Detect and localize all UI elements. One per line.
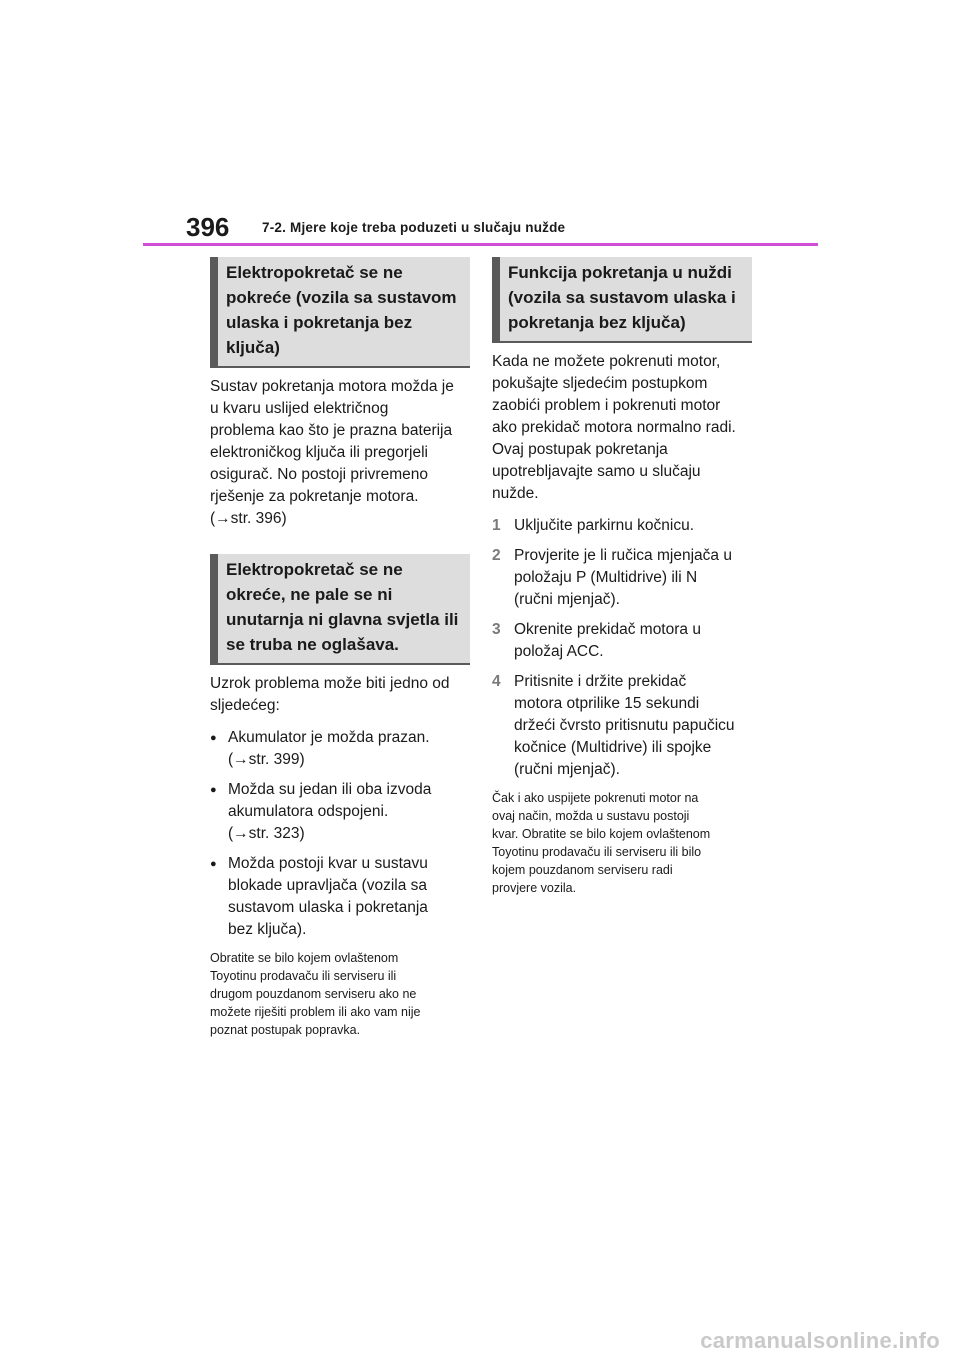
step-text: Provjerite je li ručica mjenjača u položaju P (Multidrive) ili N (ručni mjenjač). xyxy=(514,547,732,608)
heading-starter-not-turning xyxy=(210,554,470,665)
bullet-icon: ● xyxy=(210,858,217,870)
bullet-icon: ● xyxy=(210,732,217,744)
heading-starter-not-engaging xyxy=(210,257,470,368)
step-number: 1 xyxy=(492,517,501,534)
list-item-text: Možda postoji kvar u sustavu blokade upravljača (vozila sa sustavom ulaska i pokretanja bez ključa). xyxy=(228,855,428,938)
list-item xyxy=(210,779,470,845)
list-item-text: Akumulator je možda prazan. (→str. 399) xyxy=(228,729,430,768)
heading-emergency-start xyxy=(492,257,752,343)
left-column xyxy=(210,257,470,1039)
paragraph-starter-cause: Sustav pokretanja motora možda je u kvaru uslijed električnog problema kao što je prazna baterija elektroničkog ključa ili pregorjeli osigurač. No postoji privremeno rješenje za pokretanje motora. (→str. 396) xyxy=(210,378,454,527)
paragraph-possible-causes: Uzrok problema može biti jedno od sljedećeg: xyxy=(210,675,450,714)
step-number: 4 xyxy=(492,673,501,690)
step-item xyxy=(492,671,752,781)
step-number: 3 xyxy=(492,621,501,638)
bullet-icon: ● xyxy=(210,784,217,796)
step-item xyxy=(492,619,752,663)
step-item xyxy=(492,545,752,611)
list-item xyxy=(210,853,470,941)
header-rule xyxy=(143,243,818,246)
watermark: carmanualsonline.info xyxy=(700,1328,940,1353)
page-number: 396 xyxy=(186,212,230,242)
step-item xyxy=(492,515,752,537)
list-item-text: Možda su jedan ili oba izvoda akumulatora odspojeni. (→str. 323) xyxy=(228,781,432,842)
section-title: 7-2. Mjere koje treba poduzeti u slučaju nužde xyxy=(262,220,566,235)
step-number: 2 xyxy=(492,547,501,564)
note-text: Čak i ako uspijete pokrenuti motor na ovaj način, možda u sustavu postoji kvar. Obratite se bilo kojem ovlaštenom Toyotinu prodavaču ili serviseru ili bilo kojem pouzdanom serviseru radi provjere vozila. xyxy=(492,791,711,895)
heading-text: Funkcija pokretanja u nuždi (vozila sa sustavom ulaska i pokretanja bez ključa) xyxy=(508,263,736,332)
heading-text: Elektropokretač se ne okreće, ne pale se ni unutarnja ni glavna svjetla ili se truba ne oglašava. xyxy=(226,560,459,654)
note-text: Obratite se bilo kojem ovlaštenom Toyotinu prodavaču ili serviseru ili drugom pouzdanom serviseru ako ne možete riješiti problem ili ako vam nije poznat postupak popravka. xyxy=(210,951,421,1037)
step-text: Okrenite prekidač motora u položaj ACC. xyxy=(514,621,701,660)
step-text: Pritisnite i držite prekidač motora otprilike 15 sekundi držeći čvrsto pritisnutu papučicu kočnice (Multidrive) ili spojke (ručni mjenjač). xyxy=(514,673,735,778)
paragraph-emergency-intro: Kada ne možete pokrenuti motor, pokušajte sljedećim postupkom zaobići problem i pokrenuti motor ako prekidač motora normalno radi. Ovaj postupak pokretanja upotrebljavajte samo u slučaju nužde. xyxy=(492,353,736,502)
step-text: Uključite parkirnu kočnicu. xyxy=(514,517,695,534)
right-column xyxy=(492,257,752,897)
list-item xyxy=(210,727,470,771)
heading-text: Elektropokretač se ne pokreće (vozila sa sustavom ulaska i pokretanja bez ključa) xyxy=(226,263,457,357)
